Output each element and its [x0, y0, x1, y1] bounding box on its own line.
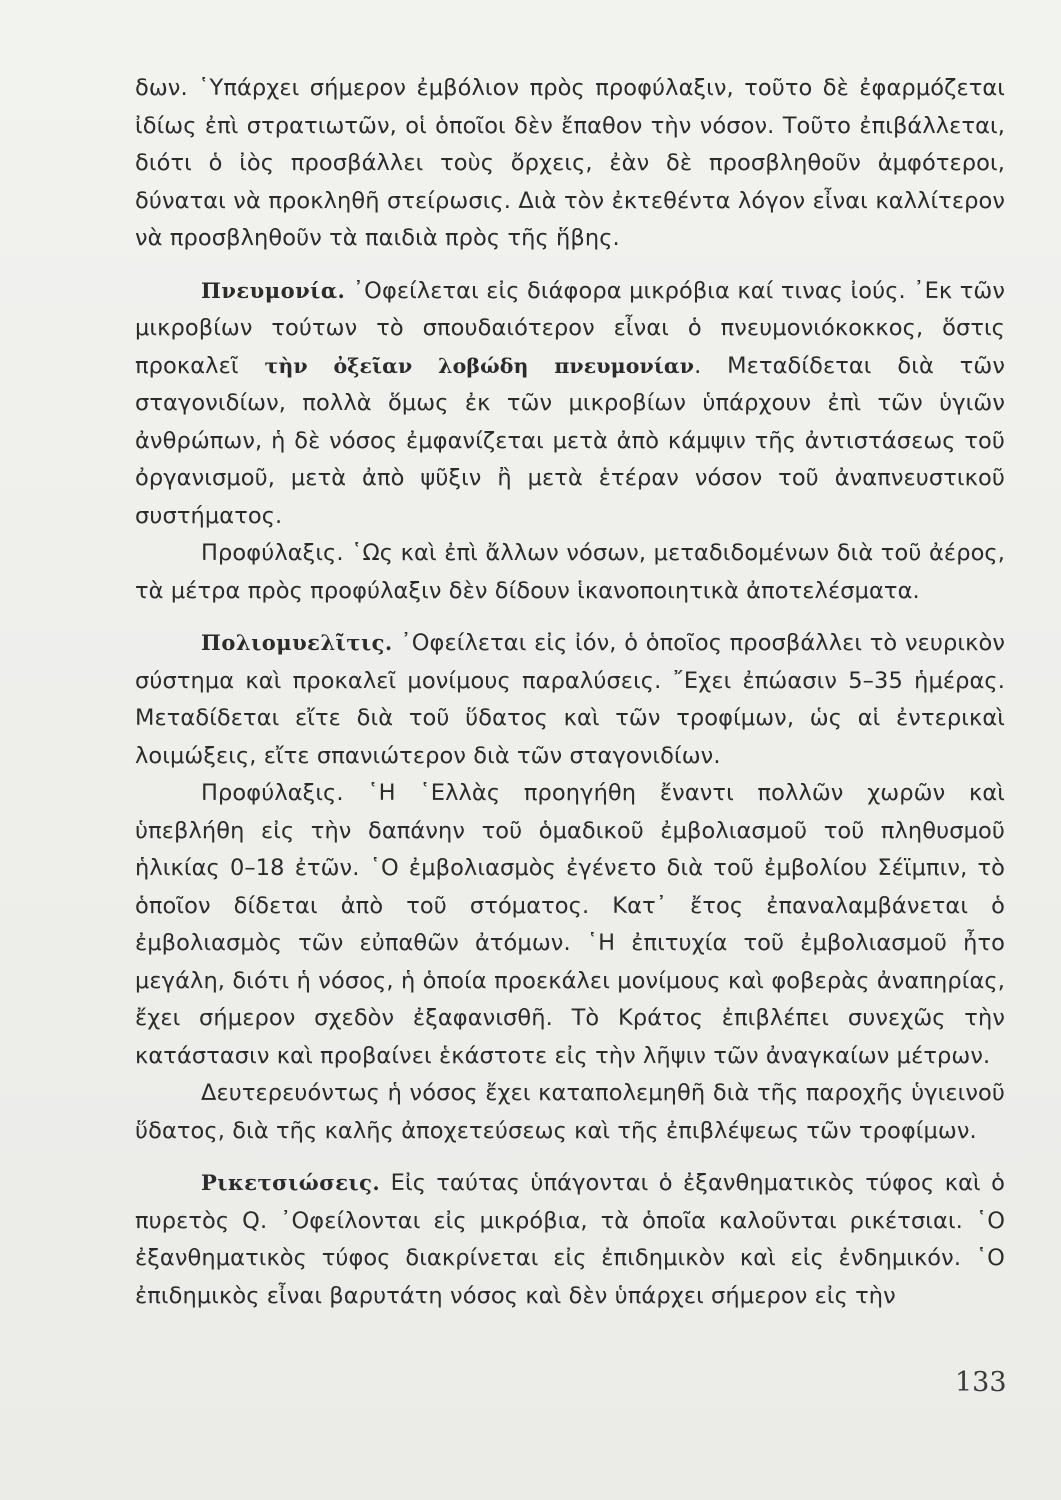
paragraph-text: Προφύλαξις. ῾Η ῾Ελλὰς προηγήθη ἔναντι πολλῶν χωρῶν καὶ ὑπεβλήθη εἰς τὴν δαπάνην τοῦ ὁμαδικοῦ ἐμβολιασμοῦ τοῦ πληθυσμοῦ ἡλικίας 0–18 ἐτῶν. ῾Ο ἐμβολιασμὸς ἐγένετο διὰ τοῦ ἐμβολίου Σέϊμπιν, τὸ ὁποῖον δίδεται ἀπὸ τοῦ στόματος. Κατ᾿ ἔτος ἐπαναλαμβάνεται ὁ ἐμβολιασμὸς τῶν εὐπαθῶν ἀτόμων. ῾Η ἐπιτυχία τοῦ ἐμβολιασμοῦ ἦτο μεγάλη, διότι ἡ νόσος, ἡ ὁποία προεκάλει μονίμους καὶ φοβερὰς ἀναπηρίας, ἔχει σήμερον σχεδὸν ἐξαφανισθῆ. Τὸ Κράτος ἐπιβλέπει συνεχῶς τὴν κατάστασιν καὶ προβαίνει ἑκάστοτε εἰς τὴν λῆψιν τῶν ἀναγκαίων μέτρων.: [135, 780, 1005, 1069]
paragraph-polio-prevention: [135, 775, 1005, 1075]
emphasized-term: τὴν ὀξεῖαν λοβώδη πνευμονίαν: [264, 353, 695, 378]
paragraph-text: ᾿Οφείλεται εἰς ἰόν, ὁ ὁποῖος προσβάλλει τὸ νευρικὸν σύστημα καὶ προκαλεῖ μονίμους παραλύσεις. ῎Εχει ἐπώασιν 5–35 ἡμέρας. Μεταδίδεται εἴτε διὰ τοῦ ὕδατος καὶ τῶν τροφίμων, ὡς αἱ ἐντερικαὶ λοιμώξεις, εἴτε σπανιώτερον διὰ τῶν σταγονιδίων.: [135, 630, 1005, 769]
paragraph-text: Δευτερευόντως ἡ νόσος ἔχει καταπολεμηθῆ διὰ τῆς παροχῆς ὑγιεινοῦ ὕδατος, διὰ τῆς καλῆς ἀποχετεύσεως καὶ τῆς ἐπιβλέψεως τῶν τροφίμων.: [135, 1080, 1005, 1144]
paragraph-text: δων. ῾Υπάρχει σήμερον ἐμβόλιον πρὸς προφύλαξιν, τοῦτο δὲ ἐφαρμόζεται ἰδίως ἐπὶ στρατιωτῶν, οἱ ὁποῖοι δὲν ἔπαθον τὴν νόσον. Τοῦτο ἐπιβάλλεται, διότι ὁ ἰὸς προσβάλλει τοὺς ὄρχεις, ἐὰν δὲ προσβληθοῦν ἀμφότεροι, δύναται νὰ προκληθῆ στείρωσις. Διὰ τὸν ἐκτεθέντα λόγον εἶναι καλλίτερον νὰ προσβληθοῦν τὰ παιδιὰ πρὸς τῆς ἥβης.: [135, 75, 1005, 251]
paragraph-polio-secondary: [135, 1075, 1005, 1150]
paragraph-pneumonia-prevention: [135, 535, 1005, 610]
section-heading-polio: Πολιομυελῖτις.: [201, 630, 393, 655]
paragraph-text: . Μεταδίδεται διὰ τῶν σταγονιδίων, πολλὰ ὅμως ἐκ τῶν μικροβίων ὑπάρχουν ἐπὶ τῶν ὑγιῶν ἀνθρώπων, ἡ δὲ νόσος ἐμφανίζεται μετὰ ἀπὸ κάμψιν τῆς ἀντιστάσεως τοῦ ὀργανισμοῦ, μετὰ ἀπὸ ψῦξιν ἢ μετὰ ἑτέραν νόσον τοῦ ἀναπνευστικοῦ συστήματος.: [135, 352, 1005, 529]
page-number: 133: [955, 1367, 1007, 1398]
section-heading-pneumonia: Πνευμονία.: [201, 277, 346, 303]
paragraph-rickettsioses: [135, 1164, 1005, 1315]
paragraph-text: ᾿Οφείλεται εἰς διάφορα μικρόβια καί τινας ἰούς. ᾿Εκ τῶν μικροβίων τούτων τὸ σπουδαιότερον εἶναι ὁ πνευμονιόκοκκος, ὅστις προκαλεῖ: [135, 277, 1005, 379]
paragraph-polio: [135, 624, 1005, 775]
paragraph-text: Προφύλαξις. ῾Ως καὶ ἐπὶ ἄλλων νόσων, μεταδιδομένων διὰ τοῦ ἀέρος, τὰ μέτρα πρὸς προφύλαξιν δὲν δίδουν ἱκανοποιητικὰ ἀποτελέσματα.: [135, 540, 1005, 604]
paragraph-text: Εἰς ταύτας ὑπάγονται ὁ ἐξανθηματικὸς τύφος καὶ ὁ πυρετὸς Q. ᾿Οφείλονται εἰς μικρόβια, τὰ ὁποῖα καλοῦνται ρικέτσιαι. ῾Ο ἐξανθηματικὸς τύφος διακρίνεται εἰς ἐπιδημικὸν καὶ εἰς ἐνδημικόν. ῾Ο ἐπιδημικὸς εἶναι βαρυτάτη νόσος καὶ δὲν ὑπάρχει σήμερον εἰς τὴν: [135, 1170, 1005, 1309]
paragraph-mumps-prevention: [135, 70, 1005, 258]
paragraph-pneumonia: [135, 272, 1005, 536]
section-heading-rickettsioses: Ρικετσιώσεις.: [201, 1170, 381, 1195]
page-body: [135, 70, 1005, 1315]
